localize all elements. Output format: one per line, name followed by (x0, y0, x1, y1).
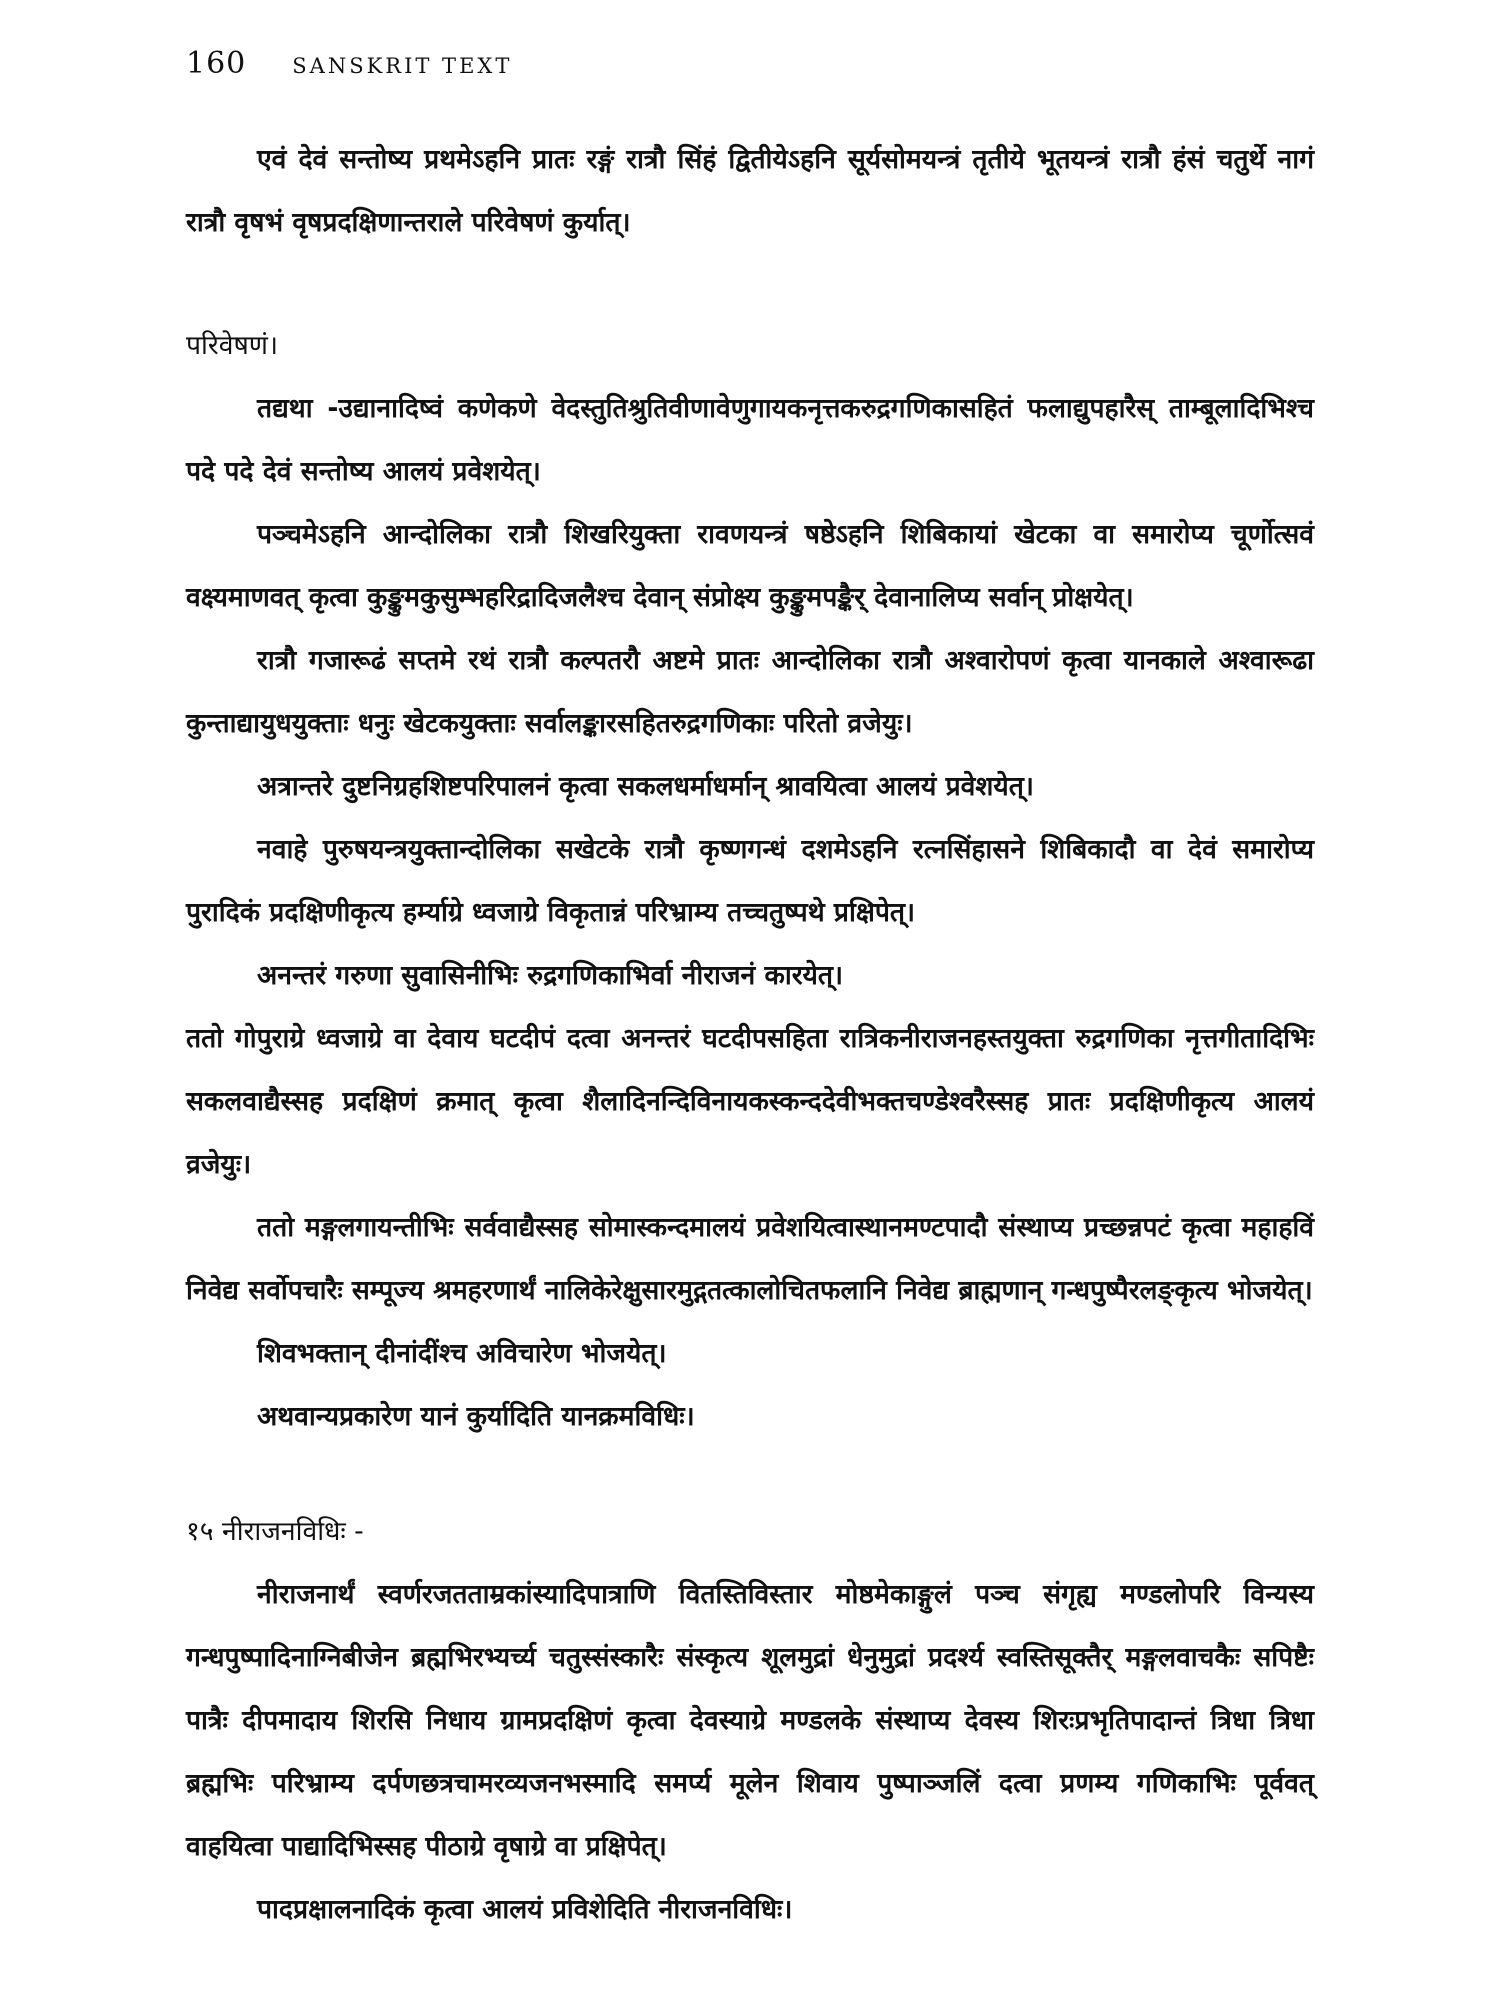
paragraph: अत्रान्तरे दुष्टनिग्रहशिष्टपरिपालनं कृत्वा सकलधर्माधर्मान् श्रावयित्वा आलयं प्रवेशयेत्। (257, 771, 1034, 802)
paragraph: ततो गोपुराग्रे ध्वजाग्रे वा देवाय घटदीपं दत्वा अनन्तरं घटदीपसहिता रात्रिकनीराजनहस्तयुक्ता रुद्रगणिका नृत्तगीतादिभिः सकलवाद्यैस्सह प्रदक्षिणं क्रमात् कृत्वा शैलादिनन्दिविनायकस्कन्ददेवीभक्तचण्डेश्वरैस्सह प्रातः प्रदक्षिणीकृत्य आलयं व्रजेयुः। (186, 1023, 1314, 1180)
paragraph: अथवान्यप्रकारेण यानं कुर्यादिति यानक्रमविधिः। (257, 1401, 695, 1432)
paragraph: ततो मङ्गलगायन्तीभिः सर्ववाद्यैस्सह सोमास्कन्दमालयं प्रवेशयित्वास्थानमण्टपादौ संस्थाप्य प्रच्छन्नपटं कृत्वा महाहविं निवेद्य सर्वोपचारैः सम्पूज्य श्रमहरणार्थं नालिकेरेक्षुसारमुद्गतत्कालोचितफलानि निवेद्य ब्राह्मणान् गन्धपुष्पैरलङ्कृत्य भोजयेत्। (186, 1212, 1314, 1306)
paragraph: एवं देवं सन्तोष्य प्रथमेऽहनि प्रातः रङ्गं रात्रौ सिंहं द्वितीयेऽहनि सूर्यसोमयन्त्रं तृतीये भूतयन्त्रं रात्रौ हंसं चतुर्थे नागं रात्रौ वृषभं वृषप्रदक्षिणान्तराले परिवेषणं कुर्यात्। (186, 144, 1314, 238)
paragraph: नीराजनार्थं स्वर्णरजतताम्रकांस्यादिपात्राणि वितस्तिविस्तार मोष्ठमेकाङ्गुलं पञ्च संगृह्य मण्डलोपरि विन्यस्य गन्धपुष्पादिनाग्निबीजेन ब्रह्मभिरभ्यर्च्य चतुस्संस्कारैः संस्कृत्य शूलमुद्रां धेनुमुद्रां प्रदर्श्य स्वस्तिसूक्तैर् मङ्गलवाचकैः सपिष्टैः पात्रैः दीपमादाय शिरसि निधाय ग्रामप्रदक्षिणं कृत्वा देवस्याग्रे मण्डलके संस्थाप्य देवस्य शिरःप्रभृतिपादान्तं त्रिधा त्रिधा ब्रह्मभिः परिभ्राम्य दर्पणछत्रचामरव्यजनभस्मादि समर्प्य मूलेन शिवाय पुष्पाञ्जलिं दत्वा प्रणम्य गणिकाभिः पूर्ववत् वाहयित्वा पाद्यादिभिस्सह पीठाग्रे वृषाग्रे वा प्रक्षिपेत्। (186, 1579, 1314, 1862)
section-label: परिवेषणं। (186, 330, 279, 361)
paragraph: पञ्चमेऽहनि आन्दोलिका रात्रौ शिखरियुक्ता रावणयन्त्रं षष्ठेऽहनि शिबिकायां खेटका वा समारोप्य चूर्णोत्सवं वक्ष्यमाणवत् कृत्वा कुङ्कुमकुसुम्भहरिद्रादिजलैश्च देवान् संप्रोक्ष्य कुङ्कुमपङ्कैर् देवानालिप्य सर्वान् प्रोक्षयेत्। (186, 519, 1314, 613)
paragraph: तद्यथा -उद्यानादिष्वं कणेकणे वेदस्तुतिश्रुतिवीणावेणुगायकनृत्तकरुद्रगणिकासहितं फलाद्युपहारैस् ताम्बूलादिभिश्च पदे पदे देवं सन्तोष्य आलयं प्रवेशयेत्। (186, 393, 1314, 487)
page-header (186, 46, 512, 86)
paragraph: अनन्तरं गरुणा सुवासिनीभिः रुद्रगणिकाभिर्वा नीराजनं कारयेत्। (257, 960, 844, 991)
paragraph: पादप्रक्षालनादिकं कृत्वा आलयं प्रविशेदिति नीराजनविधिः। (257, 1894, 793, 1925)
sanskrit-text-body (186, 128, 1314, 1941)
running-head: SANSKRIT TEXT (292, 54, 513, 78)
paragraph: रात्रौ गजारूढं सप्तमे रथं रात्रौ कल्पतरौ अष्टमे प्रातः आन्दोलिका रात्रौ अश्वारोपणं कृत्वा यानकाले अश्वारूढा कुन्ताद्यायुधयुक्ताः धनुः खेटकयुक्ताः सर्वालङ्कारसहितरुद्रगणिकाः परितो व्रजेयुः। (186, 645, 1314, 739)
page-number: 160 (186, 46, 247, 81)
paragraph: नवाहे पुरुषयन्त्रयुक्तान्दोलिका सखेटके रात्रौ कृष्णगन्धं दशमेऽहनि रत्नसिंहासने शिबिकादौ वा देवं समारोप्य पुरादिकं प्रदक्षिणीकृत्य हर्म्याग्रे ध्वजाग्रे विकृतान्नं परिभ्राम्य तच्चतुष्पथे प्रक्षिपेत्। (186, 834, 1314, 928)
section-heading: १५ नीराजनविधिः - (186, 1516, 364, 1547)
paragraph: शिवभक्तान् दीनांदींश्च अविचारेण भोजयेत्। (257, 1338, 667, 1369)
